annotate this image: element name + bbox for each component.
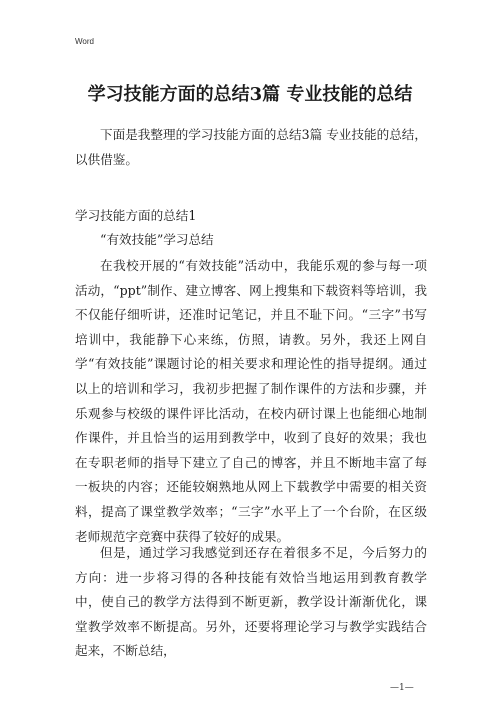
sub-heading: “有效技能”学习总结 (100, 232, 214, 247)
paragraph-1 (75, 254, 427, 549)
paragraph-2-text: 但是，通过学习我感觉到还存在着很多不足，今后努力的方向：进一步将习得的各种技能有效恰当地运用到教育教学中，使自己的教学方法得到不断更新，教学设计渐渐优化，课堂教学效率不断提高。另外，还要将理论学习与教学实践结合起来，不断总结， (75, 545, 427, 659)
header-app-label: Word (75, 37, 94, 46)
paragraph-2 (75, 541, 427, 664)
intro-paragraph (75, 123, 427, 172)
page-number: —1— (390, 683, 414, 693)
section-heading: 学习技能方面的总结1 (75, 208, 197, 223)
document-title: 学习技能方面的总结3篇 专业技能的总结 (87, 84, 413, 105)
paragraph-1-text: 在我校开展的“有效技能”活动中，我能乐观的参与每一项活动，“ppt”制作、建立博客、网上搜集和下载资料等培训，我不仅能仔细听讲，还准时记笔记，并且不耻下问。“三字”书写培训中，我能静下心来练，仿照，请教。另外，我还上网自学“有效技能”课题讨论的相关要求和理论性的指导提纲。通过以上的培训和学习，我初步把握了制作课件的方法和步骤，并乐观参与校级的课件评比活动，在校内研讨课上也能细心地制作课件，并且恰当的运用到教学中，收到了良好的效果；我也在专职老师的指导下建立了自己的博客，并且不断地丰富了每一板块的内容；还能较娴熟地从网上下载教学中需要的相关资料，提高了课堂教学效率；“三字”水平上了一个台阶，在区级老师规范字竞赛中获得了较好的成果。 (75, 258, 427, 544)
intro-text: 下面是我整理的学习技能方面的总结3篇 专业技能的总结，以供借鉴。 (75, 127, 427, 167)
